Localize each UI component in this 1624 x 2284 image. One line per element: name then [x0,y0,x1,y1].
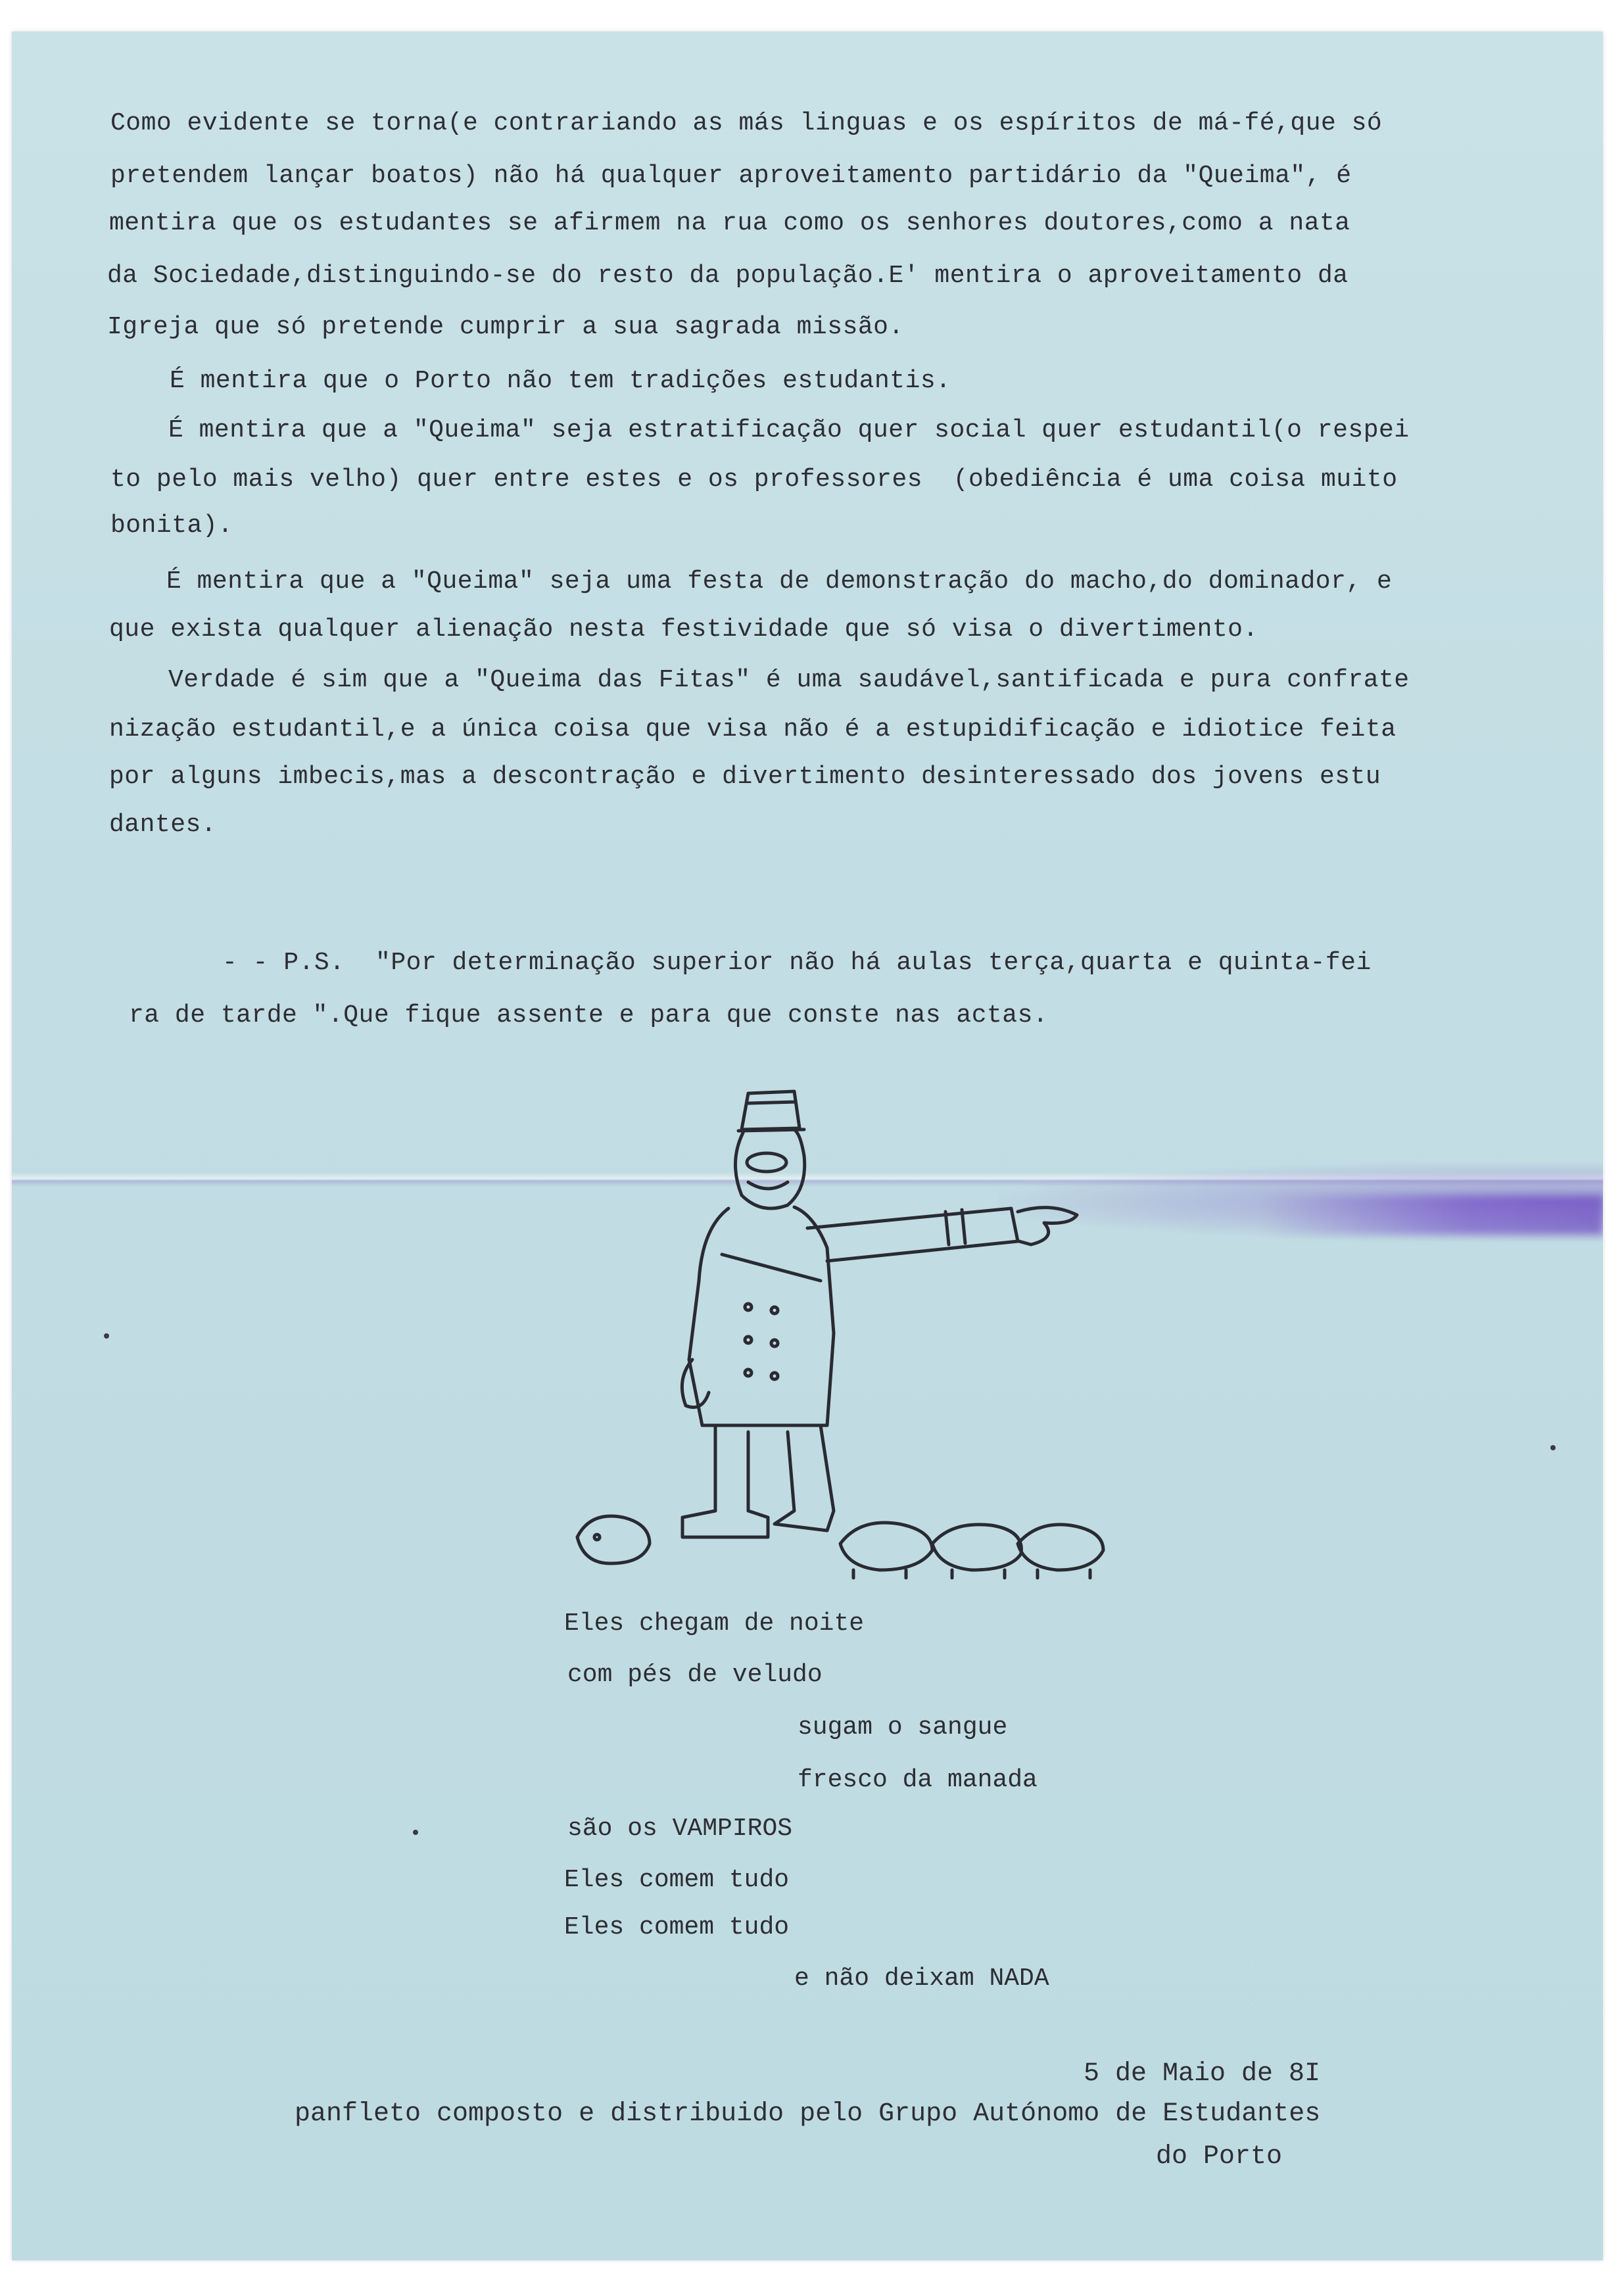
officer-coat [689,1207,834,1425]
paragraph-line: que exista qualquer alienação nesta festividade que só visa o divertimento. [109,615,1258,644]
paragraph-line: bonita). [110,512,233,540]
poem-line: Eles chegam de noite [564,1609,865,1638]
speck [1550,1445,1556,1450]
paragraph-line: da Sociedade,distinguindo-se do resto da população.E' mentira o aproveitamento da [107,262,1349,290]
poem-line: e não deixam NADA [794,1964,1049,1993]
ink-stain-edge [1261,1195,1603,1235]
pamphlet-sheet [12,32,1603,2260]
poem-line: sugam o sangue [798,1713,1008,1742]
paragraph-line: É mentira que a "Queima" seja uma festa de demonstração do macho,do dominador, e [166,567,1393,596]
speck [413,1830,418,1835]
pig-icon [840,1523,932,1570]
pig-icon [1018,1525,1103,1570]
paragraph-line: por alguns imbecis,mas a descontração e divertimento desinteressado dos jovens estu [109,763,1381,791]
poem-line: Eles comem tudo [564,1913,790,1941]
officer-legs [682,1425,768,1537]
officer-cap [742,1091,800,1130]
paragraph-line: mentira que os estudantes se afirmem na rua como os senhores doutores,como a nata [109,209,1350,237]
poem-line: com pés de veludo [567,1661,823,1689]
paragraph-line: to pelo mais velho) quer entre estes e os professores (obediência é uma coisa muito [110,465,1398,494]
pamphlet-date: 5 de Maio de 8I [1084,2059,1321,2089]
speck [104,1333,109,1339]
paragraph-line: dantes. [109,811,217,839]
paragraph-line: Igreja que só pretende cumprir a sua sagrada missão. [107,313,904,341]
officer-head [735,1131,804,1208]
paragraph-line: É mentira que a "Queima" seja estratificação quer social quer estudantil(o respei [168,416,1410,444]
paragraph-line: Como evidente se torna(e contrariando as más linguas e os espíritos de má-fé,que só [110,109,1383,137]
officer-pointing-arm [807,1208,1018,1261]
paragraph-line: nização estudantil,e a única coisa que visa não é a estupidificação e idiotice feita [109,715,1397,744]
postscript-line: ra de tarde ".Que fique assente e para que conste nas actas. [129,1001,1049,1030]
signature-line: do Porto [1156,2142,1283,2172]
postscript-line: - - P.S. "Por determinação superior não há aulas terça,quarta e quinta-fei [222,949,1372,977]
pig-icon [577,1516,650,1563]
poem-line: fresco da manada [798,1766,1038,1794]
poem-line: Eles comem tudo [564,1866,790,1894]
pig-icon [932,1525,1021,1570]
officer-illustration [551,1083,1130,1583]
signature-line: panfleto composto e distribuido pelo Grupo Autónomo de Estudantes [295,2099,1321,2129]
paragraph-line: É mentira que o Porto não tem tradições estudantis. [170,367,951,395]
paragraph-line: Verdade é sim que a "Queima das Fitas" é uma saudável,santificada e pura confrate [168,666,1410,694]
paragraph-line: pretendem lançar boatos) não há qualquer aproveitamento partidário da "Queima", é [110,162,1352,190]
poem-line: são os VAMPIROS [567,1815,793,1843]
